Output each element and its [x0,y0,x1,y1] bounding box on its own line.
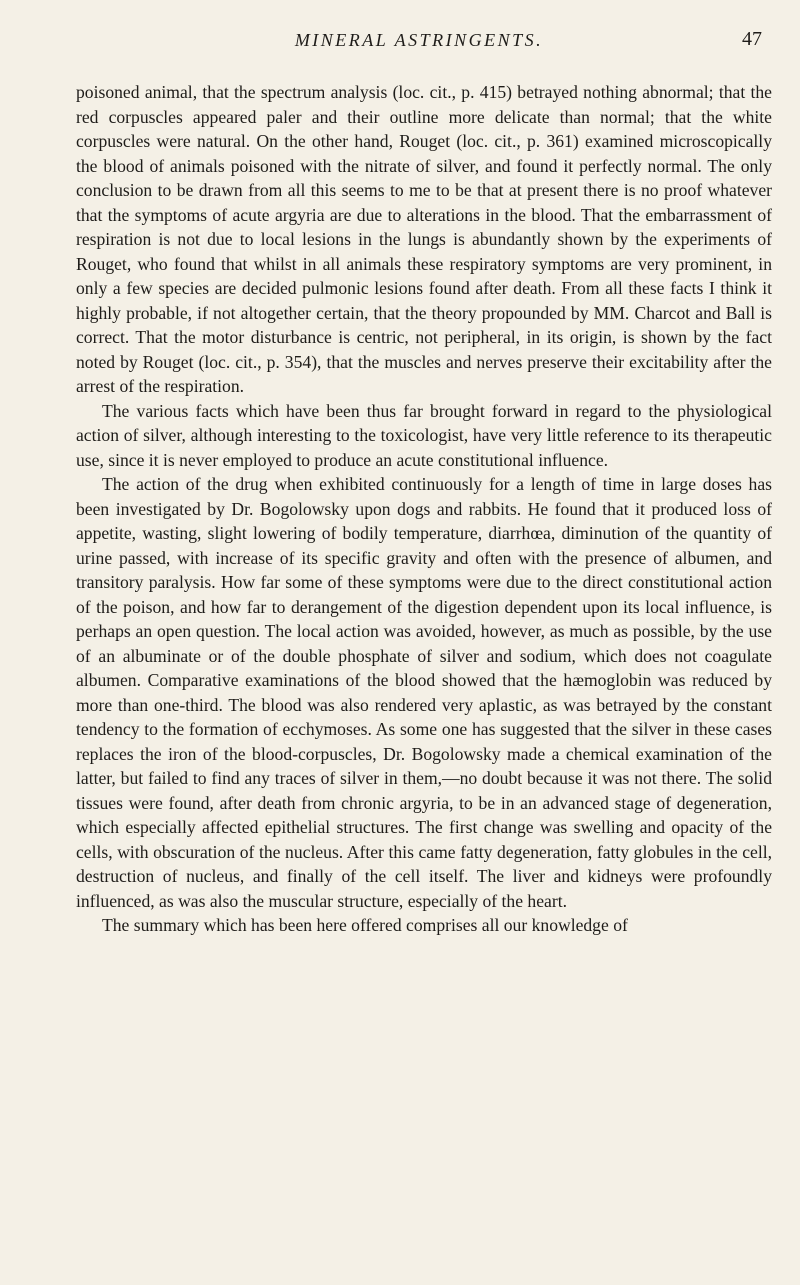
running-head [76,26,762,56]
paragraph-continued: poisoned animal, that the spectrum analysis (loc. cit., p. 415) betrayed nothing abnormal; that the red corpuscles appeared paler and their outline more delicate than normal; that the white corpuscles were natural. On the other hand, Rouget (loc. cit., p. 361) examined microscopically the blood of animals poisoned with the nitrate of silver, and found it perfectly normal. The only conclusion to be drawn from all this seems to me to be that at present there is no proof whatever that the symptoms of acute argyria are due to alterations in the blood. That the embarrassment of respiration is not due to local lesions in the lungs is abundantly shown by the experiments of Rouget, who found that whilst in all animals these respiratory symptoms are very prominent, in only a few species are decided pulmonic lesions found after death. From all these facts I think it highly probable, if not altogether certain, that the theory propounded by MM. Charcot and Ball is correct. That the motor disturbance is centric, not peripheral, in its origin, is shown by the fact noted by Rouget (loc. cit., p. 354), that the muscles and nerves preserve their excitability after the arrest of the respiration. [76,82,772,396]
page-number: 47 [742,28,762,50]
paragraph-various-facts: The various facts which have been thus far brought forward in regard to the physiological action of silver, although interesting to the toxicologist, have very little reference to its therapeutic use, since it is never employed to produce an acute constitutional influence. [76,400,772,470]
running-title: MINERAL ASTRINGENTS. [294,30,544,50]
paragraph-chronic-action: The action of the drug when exhibited continuously for a length of time in large doses has been investigated by Dr. Bogolowsky upon dogs and rabbits. He found that it produced loss of appetite, wasting, slight lowering of bodily temperature, diarrhœa, diminution of the quantity of urine passed, with increase of its specific gravity and often with the presence of albumen, and transitory paralysis. How far some of these symptoms were due to the direct constitutional action of the poison, and how far to derangement of the digestion dependent upon its local influence, is perhaps an open question. The local action was avoided, however, as much as possible, by the use of an albuminate or of the double phosphate of silver and sodium, which does not coagulate albumen. Comparative examinations of the blood showed that the hæmoglobin was reduced by more than one-third. The blood was also rendered very aplastic, as was betrayed by the constant tendency to the formation of ecchymoses. As some one has suggested that the silver in these cases replaces the iron of the blood-corpuscles, Dr. Bogolowsky made a chemical examination of the latter, but failed to find any traces of silver in them,—no doubt because it was not there. The solid tissues were found, after death from chronic argyria, to be in an advanced stage of degeneration, which especially affected epithelial structures. The first change was swelling and opacity of the cells, with obscuration of the nucleus. After this came fatty degeneration, fatty globules in the cell, destruction of nucleus, and finally of the cell itself. The liver and kidneys were profoundly influenced, as was also the muscular structure, especially of the heart. [76,474,772,911]
body-text [76,80,772,938]
paragraph-summary: The summary which has been here offered comprises all our knowledge of [102,915,628,935]
